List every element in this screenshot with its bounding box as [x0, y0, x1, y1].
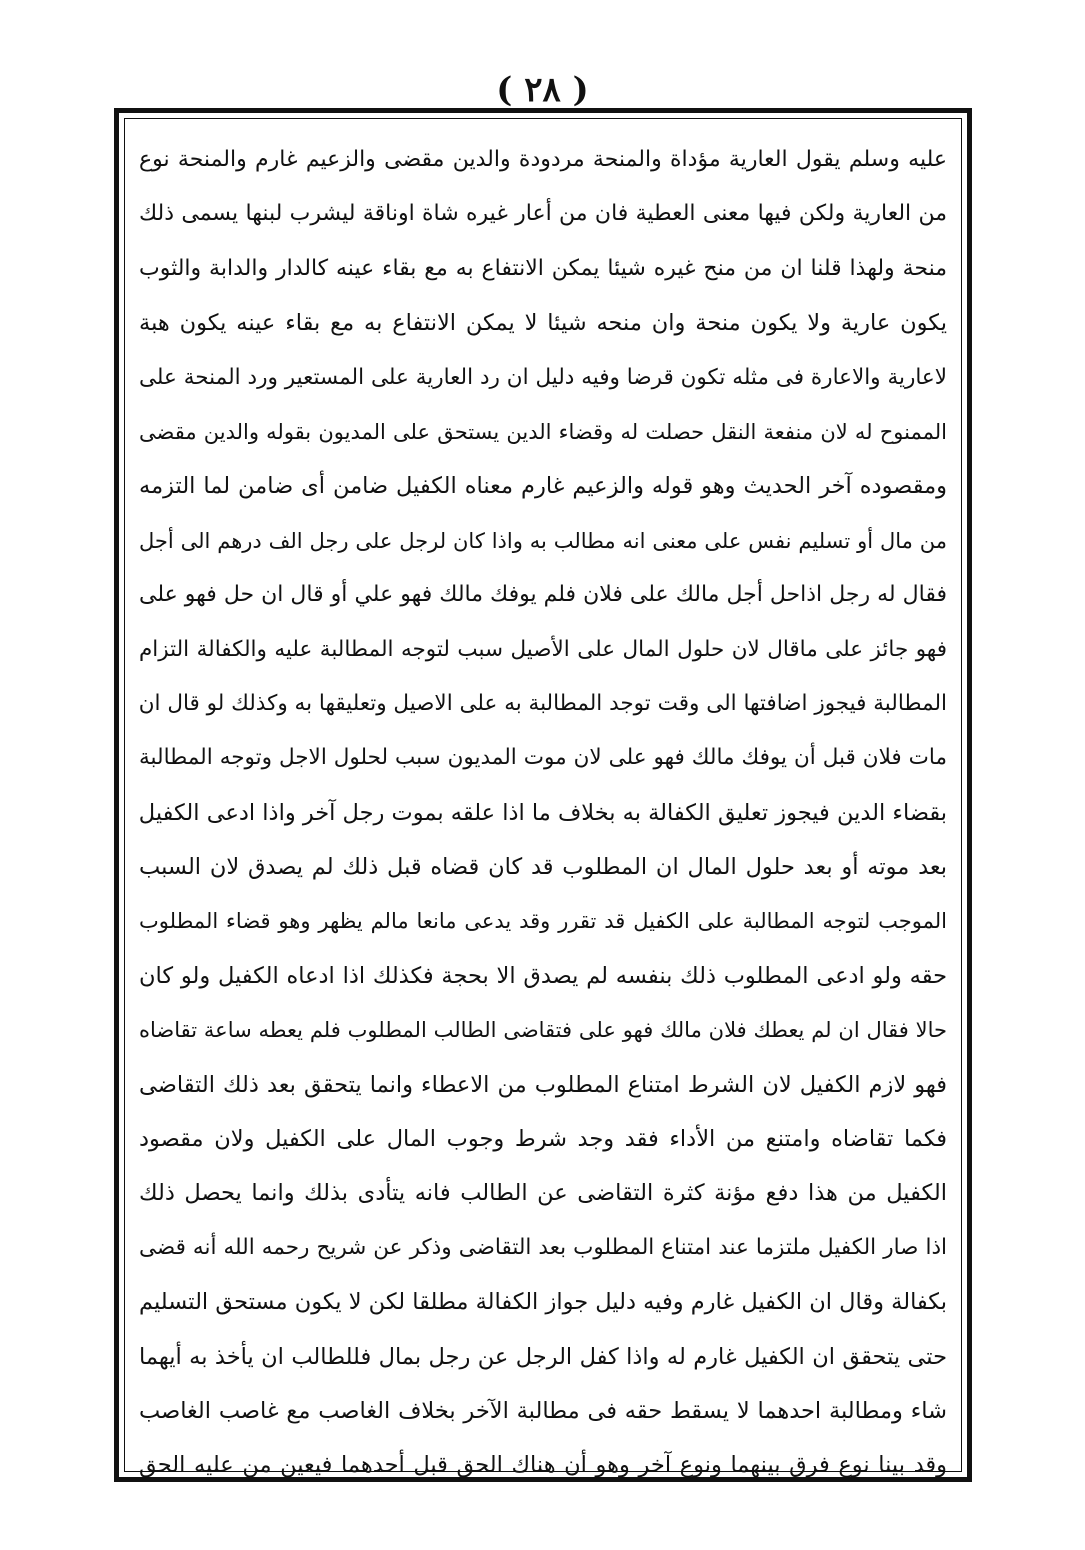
text-line: عليه وسلم يقول العارية مؤداة والمنحة مردودة والدين مقضى والزعيم غارم والمنحة نوع [139, 147, 947, 172]
text-line: بقضاء الدين فيجوز تعليق الكفالة به بخلاف ما اذا علقه بموت رجل آخر واذا ادعى الكفيل [139, 799, 947, 826]
text-line: منحة ولهذا قلنا ان من منح غيره شيئا يمكن الانتفاع به مع بقاء عينه كالدار والدابة والثوب [139, 255, 947, 281]
text-line: فهو لازم الكفيل لان الشرط امتناع المطلوب من الاعطاء وانما يتحقق بعد ذلك التقاضى [139, 1071, 947, 1098]
page-border [114, 108, 972, 1482]
text-line: شاء ومطالبة احدهما لا يسقط حقه فى مطالبة الآخر بخلاف الغاصب مع غاصب الغاصب [139, 1397, 947, 1424]
text-line: لاعارية والاعارة فى مثله تكون قرضا وفيه دليل ان رد العارية على المستعير ورد المنحة على [139, 364, 947, 390]
text-line: وقد بينا نوع فرق بينهما ونوع آخر وهو أن هناك الحق قبل أحدهما فيعين من عليه الحق [139, 1452, 947, 1479]
text-line: الموجب لتوجه المطالبة على الكفيل قد تقرر وقد يدعى مانعا مالم يظهر وهو قضاء المطلوب [139, 909, 947, 934]
text-line: فهو جائز على ماقال لان حلول المال على الأصيل سبب لتوجه المطالبة عليه والكفالة التزام [139, 636, 947, 662]
text-line: من العارية ولكن فيها معنى العطية فان من أعار غيره شاة اوناقة ليشرب لبنها يسمى ذلك [139, 201, 947, 227]
text-line: حقه ولو ادعى المطلوب ذلك بنفسه لم يصدق الا بحجة فكذلك اذا ادعاه الكفيل ولو كان [139, 962, 947, 989]
text-body [139, 133, 947, 1479]
text-line: اذا صار الكفيل ملتزما عند امتناع المطلوب بعد التقاضى وذكر عن شريح رحمه الله أنه قضى [139, 1234, 947, 1260]
text-line: الممنوح له لان منفعة النقل حصلت له وقضاء الدين يستحق على المديون بقوله والدين مقضى [139, 419, 947, 444]
text-line: مات فلان قبل أن يوفك مالك فهو على لان موت المديون سبب لحلول الاجل وتوجه المطالبة [139, 745, 947, 771]
text-line: المطالبة فيجوز اضافتها الى وقت توجد المطالبة به على الاصيل وتعليقها به وكذلك لو قال ان [139, 690, 947, 716]
text-line: فكما تقاضاه وامتنع من الأداء فقد وجد شرط وجوب المال على الكفيل ولان مقصود [139, 1126, 947, 1153]
text-line: ومقصوده آخر الحديث وهو قوله والزعيم غارم معناه الكفيل ضامن أى ضامن لما التزمه [139, 473, 947, 500]
text-line: يكون عارية ولا يكون منحة وان منحه شيئا لا يمكن الانتفاع به مع بقاء عينه يكون هبة [139, 310, 947, 337]
text-line: حالا فقال ان لم يعطك فلان مالك فهو على فتقاضى الطالب المطلوب فلم يعطه ساعة تقاضاه [139, 1018, 947, 1043]
text-line: الكفيل من هذا دفع مؤنة كثرة التقاضى عن الطالب فانه يتأدى بذلك وانما يحصل ذلك [139, 1180, 947, 1207]
text-line: فقال له رجل اذاحل أجل مالك على فلان فلم يوفك مالك فهو علي أو قال ان حل فهو على [139, 582, 947, 608]
page-number: ( ٢٨ ) [496, 70, 589, 110]
inner-border [124, 118, 962, 1479]
text-line: بعد موته أو بعد حلول المال ان المطلوب قد كان قضاه قبل ذلك لم يصدق لان السبب [139, 854, 947, 881]
text-line: من مال أو تسليم نفس على معنى انه مطالب به واذا كان لرجل على رجل الف درهم الى أجل [139, 528, 947, 553]
text-line: بكفالة وقال ان الكفيل غارم وفيه دليل جواز الكفالة مطلقا لكن لا يكون مستحق التسليم [139, 1289, 947, 1316]
text-line: حتى يتحقق ان الكفيل غارم له واذا كفل الرجل عن رجل بمال فللطالب ان يأخذ به أيهما [139, 1343, 947, 1370]
